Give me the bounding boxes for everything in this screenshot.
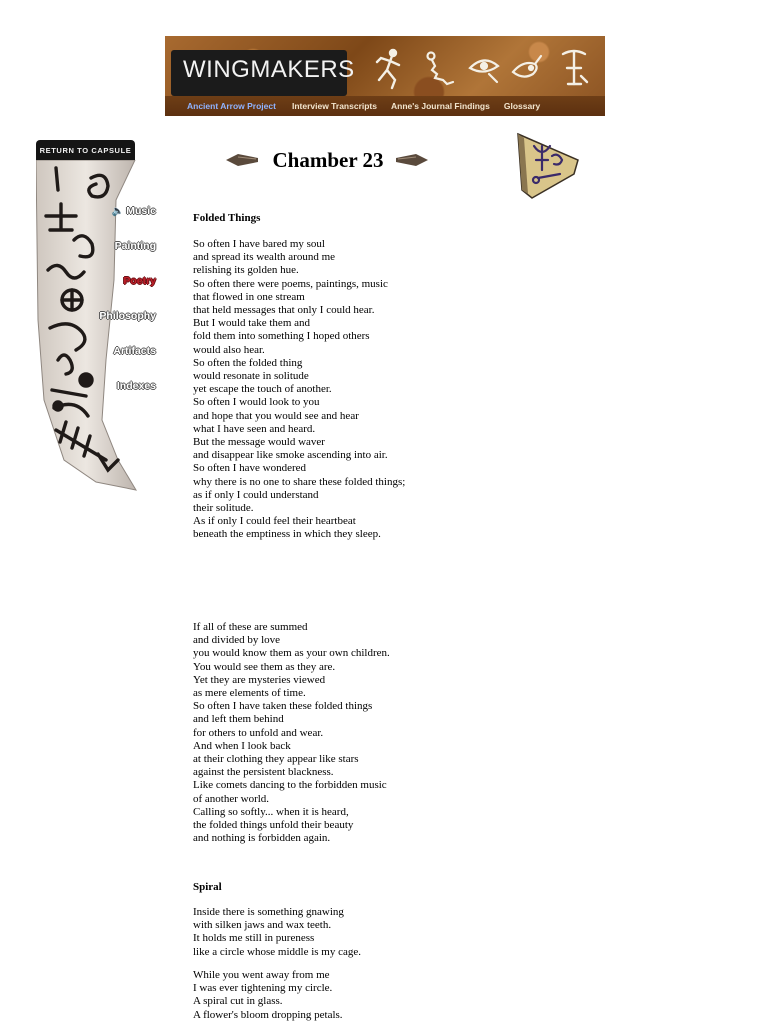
- artifact-shard-image[interactable]: [512, 130, 582, 200]
- poem-line: that held messages that only I could hear.: [193, 304, 375, 317]
- poem-line: It holds me still in pureness: [193, 932, 315, 945]
- poem-line: as mere elements of time.: [193, 687, 306, 700]
- poem-line: would resonate in solitude: [193, 370, 309, 383]
- poem-line: and hope that you would see and hear: [193, 409, 359, 422]
- poem-line: as if only I could understand: [193, 488, 319, 501]
- poem-line: and spread its wealth around me: [193, 251, 336, 264]
- poem-line: would also hear.: [193, 343, 265, 356]
- poem-line: As if only I could feel their heartbeat: [193, 515, 356, 528]
- poem-line: what I have seen and heard.: [193, 422, 316, 435]
- poem-line: their solitude.: [193, 502, 254, 515]
- poem-line: But the message would waver: [193, 436, 325, 449]
- poem-line: and disappear like smoke ascending into air.: [193, 449, 388, 462]
- poem-line: of another world.: [193, 792, 270, 805]
- poem-line: So often there were poems, paintings, music: [193, 277, 388, 290]
- poem-stanza: [193, 621, 390, 845]
- poem-line: like a circle whose middle is my cage.: [193, 945, 361, 958]
- poem-line: A spiral cut in glass.: [193, 995, 283, 1008]
- poem-line: fold them into something I hoped others: [193, 330, 370, 343]
- poem-line: and left them behind: [193, 713, 284, 726]
- nav-ancient-arrow-project[interactable]: Ancient Arrow Project: [187, 101, 276, 111]
- arrow-left-icon: [226, 154, 258, 166]
- poem-line: that flowed in one stream: [193, 290, 305, 303]
- bird-glyph-icon: [509, 46, 543, 92]
- sidebar-item-label: Music: [126, 205, 156, 217]
- poem-line: with silken jaws and wax teeth.: [193, 919, 332, 932]
- nav-interview-transcripts[interactable]: Interview Transcripts: [291, 101, 377, 111]
- poem-line: So often I have taken these folded things: [193, 700, 373, 713]
- poem-line: If all of these are summed: [193, 621, 308, 633]
- poem-line: So often the folded thing: [193, 356, 303, 369]
- symbol-glyph-icon: [557, 46, 591, 92]
- poem-line: So often I have wondered: [193, 462, 307, 475]
- header-banner: [165, 36, 605, 116]
- sidebar-item-painting[interactable]: Painting: [114, 240, 156, 252]
- poem-line: beneath the emptiness in which they sleep.: [193, 528, 381, 541]
- poem-stanza: [193, 906, 361, 959]
- poem-line: While you went away from me: [193, 969, 330, 981]
- eye-glyph-icon: [467, 46, 501, 92]
- nav-annes-journal-findings[interactable]: Anne's Journal Findings: [391, 101, 490, 111]
- wingmakers-logo[interactable]: WINGMAKERS: [183, 56, 355, 83]
- dancing-figure-glyph-icon: [371, 46, 405, 92]
- poem-line: I was ever tightening my circle.: [193, 982, 333, 995]
- poem-line: But I would take them and: [193, 317, 311, 330]
- poem-line: Calling so softly... when it is heard,: [193, 805, 349, 818]
- poem-line: You would see them as they are.: [193, 660, 336, 673]
- poem-line: So often I would look to you: [193, 396, 320, 409]
- poem-line: Like comets dancing to the forbidden music: [193, 779, 387, 792]
- sidebar-item-music[interactable]: [112, 205, 156, 217]
- poem-line: for others to unfold and wear.: [193, 726, 324, 739]
- poem-line: relishing its golden hue.: [193, 264, 299, 277]
- poem-line: the folded things unfold their beauty: [193, 819, 354, 832]
- poem-stanza: [193, 238, 405, 542]
- top-navigation-bar: [165, 96, 605, 116]
- poem-line: and nothing is forbidden again.: [193, 832, 331, 845]
- nav-glossary[interactable]: Glossary: [503, 101, 541, 111]
- poem-line: So often I have bared my soul: [193, 238, 325, 250]
- poem-line: A flower's bloom dropping petals.: [193, 1008, 343, 1021]
- poem-stanza: [193, 969, 343, 1022]
- poem-line: and divided by love: [193, 634, 281, 647]
- poem-line: at their clothing they appear like stars: [193, 753, 359, 766]
- poem-line: yet escape the touch of another.: [193, 383, 332, 396]
- sidebar-item-indexes[interactable]: Indexes: [116, 380, 156, 392]
- poem-line: you would know them as your own children.: [193, 647, 390, 660]
- poem-title: Spiral: [193, 881, 222, 893]
- arrow-right-icon: [396, 154, 428, 166]
- poem-line: Yet they are mysteries viewed: [193, 673, 326, 686]
- page-title: Chamber 23: [272, 148, 384, 172]
- return-to-capsule-button[interactable]: RETURN TO CAPSULE: [36, 140, 135, 160]
- title-row: [226, 146, 430, 174]
- poem-line: And when I look back: [193, 739, 291, 752]
- poem-title: Folded Things: [193, 212, 261, 224]
- speaker-icon: 🔈: [111, 206, 125, 217]
- poem-line: why there is no one to share these folded things;: [193, 475, 406, 488]
- wavy-line-glyph-icon: [423, 46, 457, 92]
- sidebar-item-poetry[interactable]: Poetry: [123, 275, 156, 287]
- poem-line: Inside there is something gnawing: [193, 906, 344, 918]
- poem-line: against the persistent blackness.: [193, 766, 334, 779]
- sidebar-item-philosophy[interactable]: Philosophy: [99, 310, 156, 322]
- sidebar-item-artifacts[interactable]: Artifacts: [113, 345, 156, 357]
